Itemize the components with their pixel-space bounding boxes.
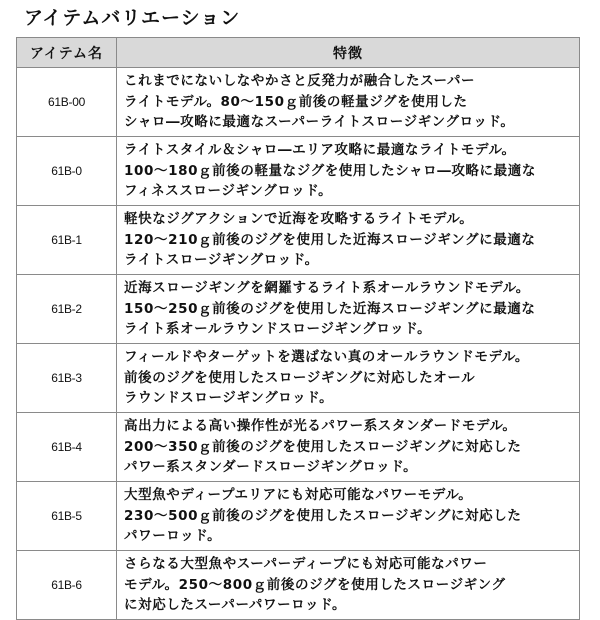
feature-line: モデル。250〜800ｇ前後のジグを使用したスロージギング bbox=[124, 576, 506, 593]
feature-line: フィネススロージギングロッド。 bbox=[124, 183, 333, 200]
item-name-cell: 61B-00 bbox=[17, 68, 117, 137]
table-row bbox=[17, 68, 580, 137]
table-row bbox=[17, 344, 580, 413]
item-name-cell: 61B-3 bbox=[17, 344, 117, 413]
table-row bbox=[17, 137, 580, 206]
column-header-item-name: アイテム名 bbox=[17, 38, 117, 68]
feature-line: フィールドやターゲットを選ばない真のオールラウンドモデル。 bbox=[124, 349, 529, 366]
feature-line: 120〜210ｇ前後のジグを使用した近海スロージギングに最適な bbox=[124, 231, 536, 248]
feature-line: ライト系オールラウンドスロージギングロッド。 bbox=[124, 321, 432, 338]
feature-line: に対応したスーパーパワーロッド。 bbox=[124, 597, 347, 614]
feature-line: パワーロッド。 bbox=[124, 528, 222, 545]
feature-line: ラウンドスロージギングロッド。 bbox=[124, 390, 334, 407]
item-features-cell bbox=[117, 344, 580, 413]
feature-line: ライトスタイル＆シャロ―エリア攻略に最適なライトモデル。 bbox=[124, 142, 516, 159]
feature-line: 高出力による高い操作性が光るパワー系スタンダードモデル。 bbox=[124, 418, 517, 435]
table-row bbox=[17, 206, 580, 275]
item-features-cell bbox=[117, 68, 580, 137]
feature-line: 近海スロージギングを網羅するライト系オールラウンドモデル。 bbox=[124, 280, 530, 297]
item-name-cell: 61B-6 bbox=[17, 551, 117, 620]
table-row bbox=[17, 413, 580, 482]
item-features-cell bbox=[117, 482, 580, 551]
feature-line: 軽快なジグアクションで近海を攻略するライトモデル。 bbox=[124, 211, 474, 228]
table-row bbox=[17, 482, 580, 551]
item-name-cell: 61B-0 bbox=[17, 137, 117, 206]
table-row bbox=[17, 551, 580, 620]
item-variation-table bbox=[16, 37, 580, 620]
table-row bbox=[17, 275, 580, 344]
table-header-row bbox=[17, 38, 580, 68]
feature-line: ライトスロージギングロッド。 bbox=[124, 252, 319, 269]
feature-line: 230〜500ｇ前後のジグを使用したスロージギングに対応した bbox=[124, 507, 522, 524]
feature-line: パワー系スタンダードスロージギングロッド。 bbox=[124, 459, 418, 476]
item-name-cell: 61B-4 bbox=[17, 413, 117, 482]
item-features-cell bbox=[117, 551, 580, 620]
item-name-cell: 61B-1 bbox=[17, 206, 117, 275]
feature-line: ライトモデル。80〜150ｇ前後の軽量ジグを使用した bbox=[124, 93, 468, 110]
feature-line: 200〜350ｇ前後のジグを使用したスロージギングに対応した bbox=[124, 438, 522, 455]
feature-line: 150〜250ｇ前後のジグを使用した近海スロージギングに最適な bbox=[124, 300, 536, 317]
feature-line: シャロ―攻略に最適なスーパーライトスロージギングロッド。 bbox=[124, 114, 515, 131]
feature-line: さらなる大型魚やスーパーディープにも対応可能なパワー bbox=[124, 556, 488, 573]
item-name-cell: 61B-5 bbox=[17, 482, 117, 551]
item-features-cell bbox=[117, 206, 580, 275]
feature-line: これまでにないしなやかさと反発力が融合したスーパー bbox=[124, 73, 476, 90]
feature-line: 前後のジグを使用したスロージギングに対応したオール bbox=[124, 369, 476, 386]
column-header-features: 特徴 bbox=[117, 38, 580, 68]
page-title: アイテムバリエーション bbox=[24, 7, 241, 29]
item-features-cell bbox=[117, 275, 580, 344]
item-features-cell bbox=[117, 137, 580, 206]
item-name-cell: 61B-2 bbox=[17, 275, 117, 344]
feature-line: 100〜180ｇ前後の軽量なジグを使用したシャロ―攻略に最適な bbox=[124, 162, 536, 179]
feature-line: 大型魚やディープエリアにも対応可能なパワーモデル。 bbox=[124, 487, 473, 504]
item-features-cell bbox=[117, 413, 580, 482]
